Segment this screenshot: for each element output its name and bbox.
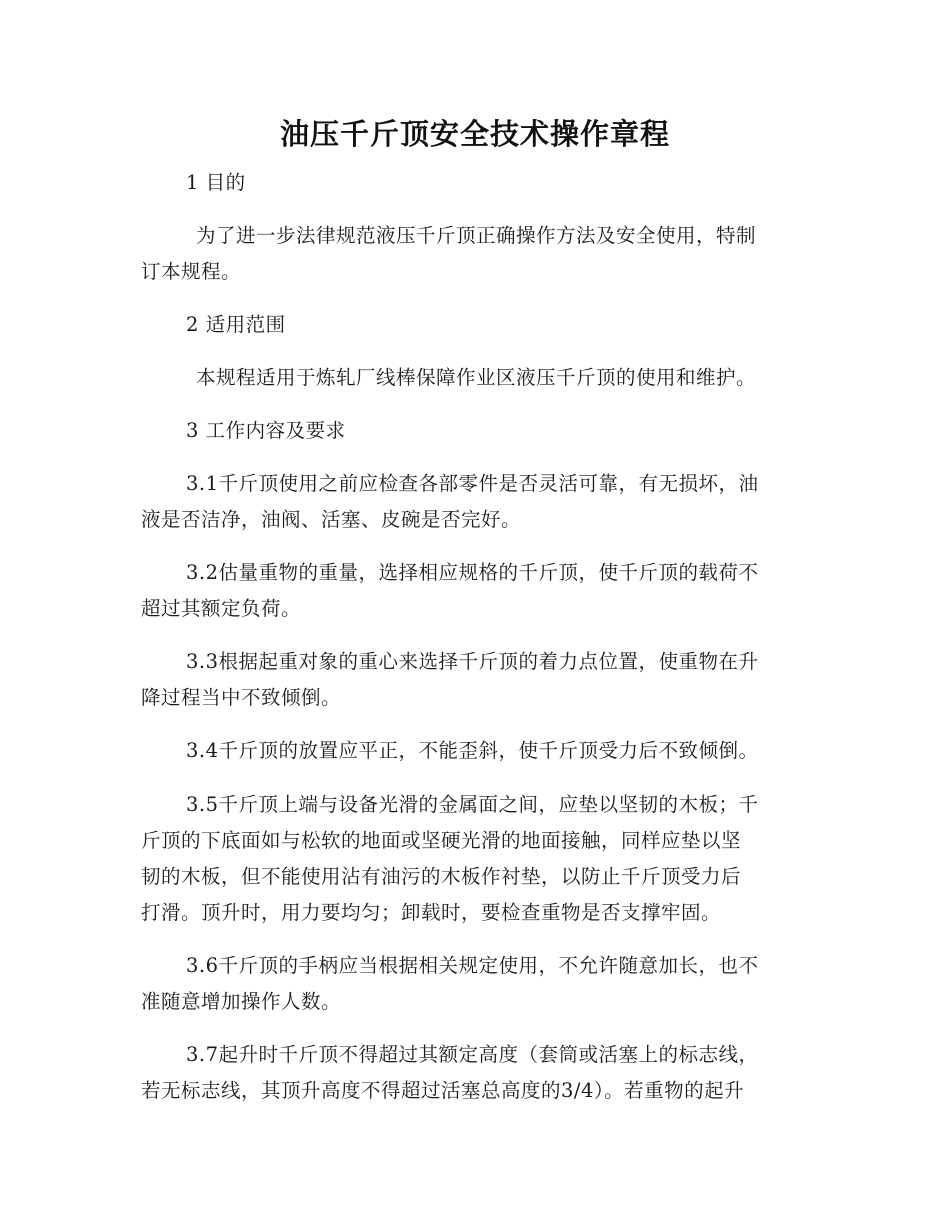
paragraph-line: 超过其额定负荷。 xyxy=(141,597,302,620)
paragraph-line: 3.5千斤顶上端与设备光滑的金属面之间，应垫以坚韧的木板；千 xyxy=(186,793,759,816)
paragraph-line: 3.1千斤顶使用之前应检查各部零件是否灵活可靠，有无损坏，油 xyxy=(186,472,759,495)
paragraph-line: 液是否洁净，油阀、活塞、皮碗是否完好。 xyxy=(141,508,522,531)
paragraph-line: 3.2估量重物的重量，选择相应规格的千斤顶，使千斤顶的载荷不 xyxy=(186,561,759,584)
paragraph-line: 斤顶的下底面如与松软的地面或坚硬光滑的地面接触，同样应垫以坚 xyxy=(141,829,742,852)
paragraph-line: 降过程当中不致倾倒。 xyxy=(141,686,342,709)
section-heading-purpose: 1 目的 xyxy=(186,171,246,194)
paragraph-line: 为了进一步法律规范液压千斤顶正确操作方法及安全使用，特制 xyxy=(196,224,757,247)
paragraph-line: 订本规程。 xyxy=(141,260,242,283)
document-title: 油压千斤顶安全技术操作章程 xyxy=(279,117,670,151)
paragraph-line: 3.6千斤顶的手柄应当根据相关规定使用，不允许随意加长，也不 xyxy=(186,954,759,977)
section-heading-scope: 2 适用范围 xyxy=(186,313,286,336)
paragraph-line: 打滑。顶升时，用力要均匀；卸载时，要检查重物是否支撑牢固。 xyxy=(141,901,722,924)
paragraph-line: 准随意增加操作人数。 xyxy=(141,990,342,1013)
paragraph-line: 3.7起升时千斤顶不得超过其额定高度（套筒或活塞上的标志线， xyxy=(186,1043,759,1066)
paragraph-line: 3.3根据起重对象的重心来选择千斤顶的着力点位置，使重物在升 xyxy=(186,650,759,673)
paragraph-line: 若无标志线，其顶升高度不得超过活塞总高度的3/4）。若重物的起升 xyxy=(141,1079,745,1102)
section-heading-requirements: 3 工作内容及要求 xyxy=(186,419,346,442)
paragraph-line: 韧的木板，但不能使用沾有油污的木板作衬垫，以防止千斤顶受力后 xyxy=(141,865,742,888)
paragraph-line: 本规程适用于炼轧厂线棒保障作业区液压千斤顶的使用和维护。 xyxy=(196,366,757,389)
paragraph-line: 3.4千斤顶的放置应平正，不能歪斜，使千斤顶受力后不致倾倒。 xyxy=(186,739,759,762)
